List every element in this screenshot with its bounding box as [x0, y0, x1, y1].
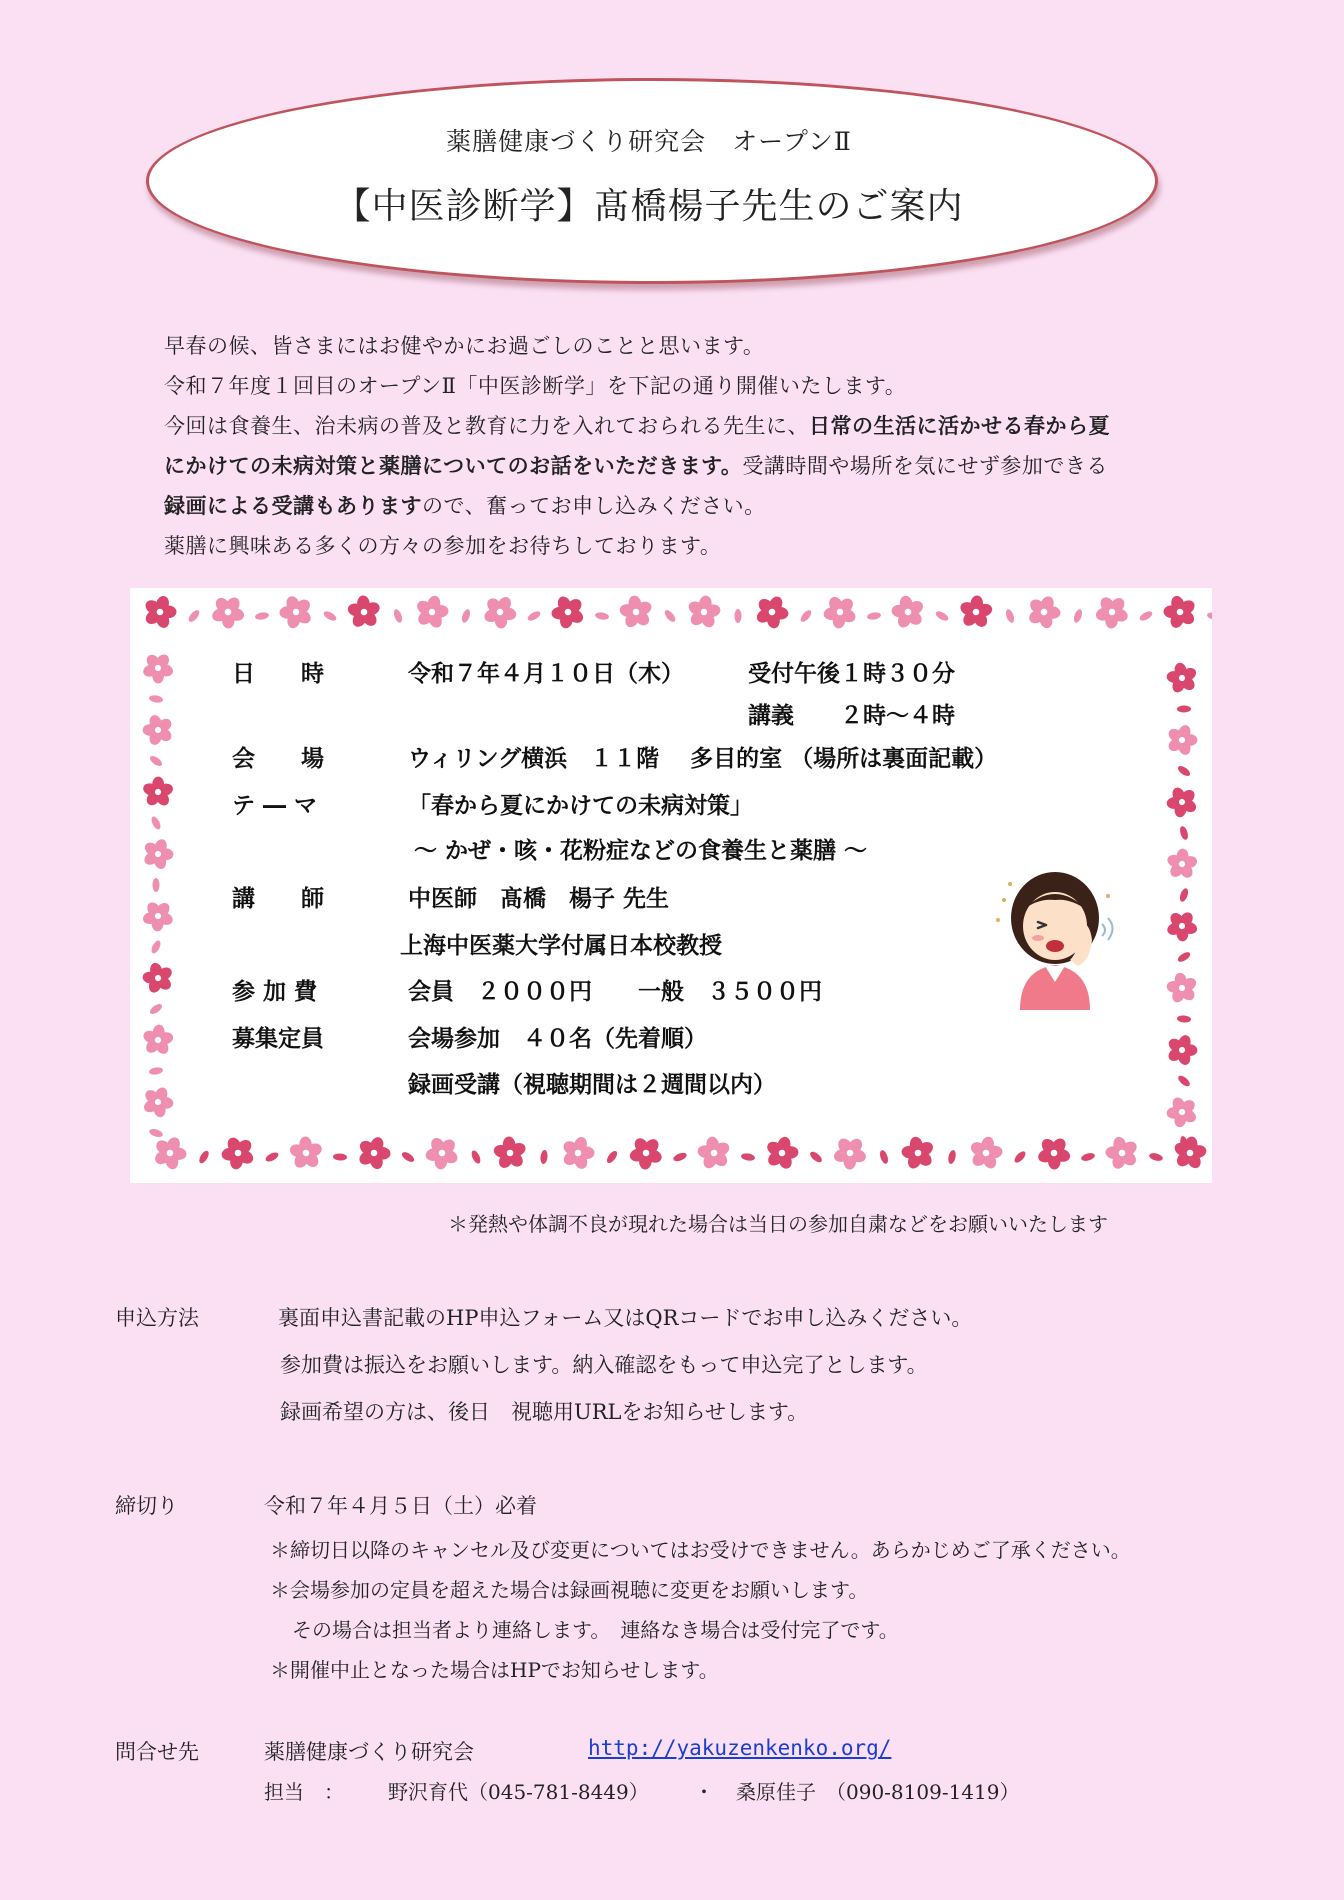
- venue-label: 会 場: [232, 746, 324, 772]
- contact-url-link[interactable]: http://yakuzenkenko.org/: [588, 1736, 892, 1760]
- date-label: 日 時: [232, 661, 324, 687]
- sakura-petal: [663, 608, 677, 623]
- sakura-petal: [947, 1149, 957, 1164]
- sakura-petal: [470, 1149, 482, 1165]
- sakura-flower: [138, 591, 182, 633]
- sakura-flower: [356, 1135, 391, 1171]
- sakura-petal: [540, 1150, 548, 1165]
- sakura-flower: [963, 1130, 1009, 1177]
- sakura-petal: [333, 1153, 347, 1161]
- sakura-petal: [187, 608, 201, 623]
- sakura-flower: [1030, 1129, 1078, 1177]
- application-line-3: 録画希望の方は、後日 視聴用URLをお知らせします。: [280, 1400, 809, 1424]
- sakura-flower: [1159, 841, 1204, 886]
- header-subtitle: 薬膳健康づくり研究会 オープンⅡ: [446, 127, 852, 156]
- sakura-petal: [150, 815, 163, 831]
- lecturer-name: 中医師 髙橋 楊子 先生: [408, 886, 670, 912]
- intro-line-2: 令和７年度１回目のオープンⅡ「中医診断学」を下記の通り開催いたします。: [164, 374, 907, 398]
- sakura-petal: [866, 611, 881, 620]
- sakura-petal: [1072, 608, 1083, 624]
- sakura-flower: [1163, 594, 1198, 630]
- sakura-flower: [1170, 1134, 1210, 1172]
- sakura-petal: [460, 608, 471, 624]
- sakura-petal: [605, 1149, 619, 1164]
- sakura-petal: [1178, 887, 1189, 903]
- sakura-flower: [758, 1129, 806, 1178]
- sakura-petal: [672, 1151, 688, 1163]
- sakura-flower: [691, 1130, 738, 1176]
- contact-person-2: 桑原佳子 （090-8109-1419）: [736, 1780, 1020, 1804]
- deadline-note-2: ＊会場参加の定員を超えた場合は録画視聴に変更をお願いします。: [270, 1578, 869, 1602]
- intro-emphasis: 録画による受講もあります: [164, 493, 422, 518]
- lecture-time: 講義 ２時～４時: [748, 703, 955, 729]
- sakura-petal: [741, 1152, 756, 1161]
- fee-value: 会員 ２０００円 一般 ３５００円: [408, 979, 822, 1005]
- intro-line-3: [164, 410, 1110, 440]
- sakura-flower: [1163, 783, 1201, 820]
- sakura-flower: [342, 589, 386, 634]
- contact-person-1: 野沢育代（045-781-8449）: [388, 1780, 649, 1804]
- sakura-petal: [594, 611, 609, 620]
- sakura-petal: [197, 1149, 210, 1165]
- sakura-flower: [1091, 591, 1133, 634]
- theme-subtitle: ～ かぜ・咳・花粉症などの食養生と薬膳 ～: [414, 838, 868, 864]
- sakura-petal: [1176, 764, 1191, 778]
- sakura-petal: [1138, 609, 1154, 622]
- sakura-petal: [1177, 705, 1191, 712]
- lecturer-label: 講 師: [232, 886, 324, 912]
- sakura-petal: [799, 608, 813, 623]
- health-note: ＊発熱や体調不良が現れた場合は当日の参加自粛などをお願いいたします: [448, 1212, 1108, 1236]
- contact-org: 薬膳健康づくり研究会: [264, 1740, 474, 1764]
- sakura-petal: [148, 1128, 163, 1139]
- intro-emphasis: 日常の生活に活かせる春から夏: [809, 413, 1110, 438]
- sakura-flower: [139, 1020, 177, 1059]
- sakura-petal: [1176, 950, 1192, 963]
- sakura-petal: [149, 1066, 164, 1075]
- sakura-flower: [204, 588, 252, 636]
- capacity-onsite: 会場参加 ４０名（先着順）: [408, 1026, 707, 1052]
- intro-line-1: 早春の候、皆さまにはお健やかにお過ごしのことと思います。: [164, 334, 765, 358]
- sakura-petal: [1004, 608, 1015, 624]
- theme-label: テ ― マ: [232, 793, 318, 819]
- intro-text: 受講時間や場所を気にせず参加できる: [742, 454, 1108, 478]
- deadline-value: 令和７年４月５日（土）必着: [264, 1494, 537, 1518]
- sakura-flower: [272, 588, 320, 636]
- sakura-petal: [1179, 825, 1190, 840]
- deadline-label: 締切り: [115, 1494, 178, 1518]
- sakura-petal: [1148, 1152, 1163, 1162]
- intro-line-4: [164, 450, 1108, 480]
- sakura-petal: [254, 611, 269, 620]
- sakura-flower: [137, 834, 179, 875]
- sakura-petal: [322, 609, 338, 622]
- sakura-petal: [400, 1150, 416, 1164]
- reception-time: 受付午後１時３０分: [748, 661, 955, 687]
- sakura-petal: [1177, 1015, 1191, 1023]
- intro-text: 今回は食養生、治未病の普及と教育に力を入れておられる先生に、: [164, 414, 809, 438]
- sakura-petal: [934, 609, 950, 622]
- deadline-note-1: ＊締切日以降のキャンセル及び変更についてはお受けできません。あらかじめご了承ください。: [270, 1538, 1131, 1562]
- sakura-flower: [135, 894, 180, 939]
- sakura-flower: [829, 1131, 871, 1175]
- date-value: 令和７年４月１０日（木）: [408, 661, 684, 687]
- sick-girl-illustration: [990, 860, 1120, 1010]
- sakura-flower: [147, 1131, 193, 1176]
- sakura-flower: [900, 1134, 937, 1173]
- lecturer-title: 上海中医薬大学付属日本校教授: [400, 933, 722, 959]
- capacity-video: 録画受講（視聴期間は２週間以内）: [408, 1072, 776, 1098]
- sakura-flower: [556, 1131, 600, 1174]
- sakura-petal: [153, 878, 160, 892]
- sakura-petal: [392, 608, 403, 624]
- sakura-flower: [136, 956, 180, 1001]
- contact-separator: ・: [694, 1780, 714, 1804]
- capacity-label: 募集定員: [232, 1026, 324, 1052]
- sakura-petal: [1013, 1149, 1028, 1164]
- sakura-flower: [140, 1084, 175, 1120]
- sakura-petal: [148, 1002, 163, 1016]
- sakura-flower: [138, 710, 179, 750]
- application-label: 申込方法: [115, 1306, 199, 1330]
- deadline-note-4: ＊開催中止となった場合はHPでお知らせします。: [270, 1658, 719, 1682]
- sakura-flower: [1101, 1132, 1144, 1174]
- sakura-flower: [419, 1130, 464, 1176]
- application-line-2: 参加費は振込をお願いします。納入確認をもって申込完了とします。: [280, 1353, 928, 1377]
- sakura-flower: [480, 591, 520, 632]
- intro-text: ので、奮ってお申し込みください。: [422, 494, 766, 518]
- sakura-flower: [413, 593, 449, 631]
- sakura-petal: [735, 609, 742, 623]
- sakura-petal: [878, 1149, 889, 1165]
- sakura-flower: [141, 776, 174, 808]
- sakura-flower: [952, 588, 1001, 636]
- sakura-petal: [1206, 611, 1212, 620]
- intro-line-6: 薬膳に興味ある多くの方々の参加をお待ちしております。: [164, 534, 722, 558]
- sakura-flower: [1159, 655, 1204, 700]
- fee-label: 参 加 費: [232, 979, 318, 1005]
- sakura-petal: [264, 1151, 280, 1164]
- deadline-note-3: その場合は担当者より連絡します。 連絡なき場合は受付完了です。: [292, 1618, 899, 1642]
- sakura-flower: [627, 1135, 665, 1171]
- page-title: 【中医診断学】髙橋楊子先生のご案内: [334, 186, 964, 227]
- sakura-petal: [526, 609, 542, 622]
- sakura-petal: [808, 1150, 823, 1164]
- sakura-flower: [1164, 970, 1200, 1007]
- sakura-flower: [1160, 1028, 1205, 1073]
- intro-line-5: [164, 490, 766, 520]
- sakura-petal: [148, 754, 163, 768]
- sakura-flower: [545, 588, 591, 635]
- sakura-flower: [213, 1129, 262, 1178]
- contact-person-label: 担当 ：: [264, 1780, 344, 1804]
- sakura-flower: [1161, 1091, 1204, 1133]
- sakura-petal: [1176, 1074, 1191, 1088]
- sakura-flower: [752, 592, 793, 631]
- application-line-1: 裏面申込書記載のHP申込フォーム又はQRコードでお申し込みください。: [278, 1306, 973, 1330]
- contact-label: 問合せ先: [115, 1740, 199, 1764]
- sakura-petal: [149, 694, 164, 703]
- sakura-flower: [1021, 588, 1068, 636]
- sakura-flower: [681, 589, 728, 635]
- sakura-flower: [820, 593, 859, 631]
- sakura-flower: [284, 1131, 328, 1176]
- sakura-petal: [1080, 1152, 1095, 1163]
- sakura-flower: [611, 588, 660, 636]
- theme-value: 「春から夏にかけての未病対策」: [408, 793, 753, 819]
- intro-emphasis: にかけての未病対策と薬膳についてのお話をいただきます。: [164, 453, 743, 478]
- sakura-flower: [1162, 905, 1203, 947]
- venue-value: ウィリング横浜 １１階 多目的室 （場所は裏面記載）: [408, 746, 998, 772]
- sakura-flower: [485, 1129, 534, 1178]
- sakura-flower: [1161, 720, 1202, 760]
- sakura-flower: [136, 646, 181, 691]
- sakura-flower: [885, 589, 931, 634]
- sakura-petal: [150, 939, 163, 955]
